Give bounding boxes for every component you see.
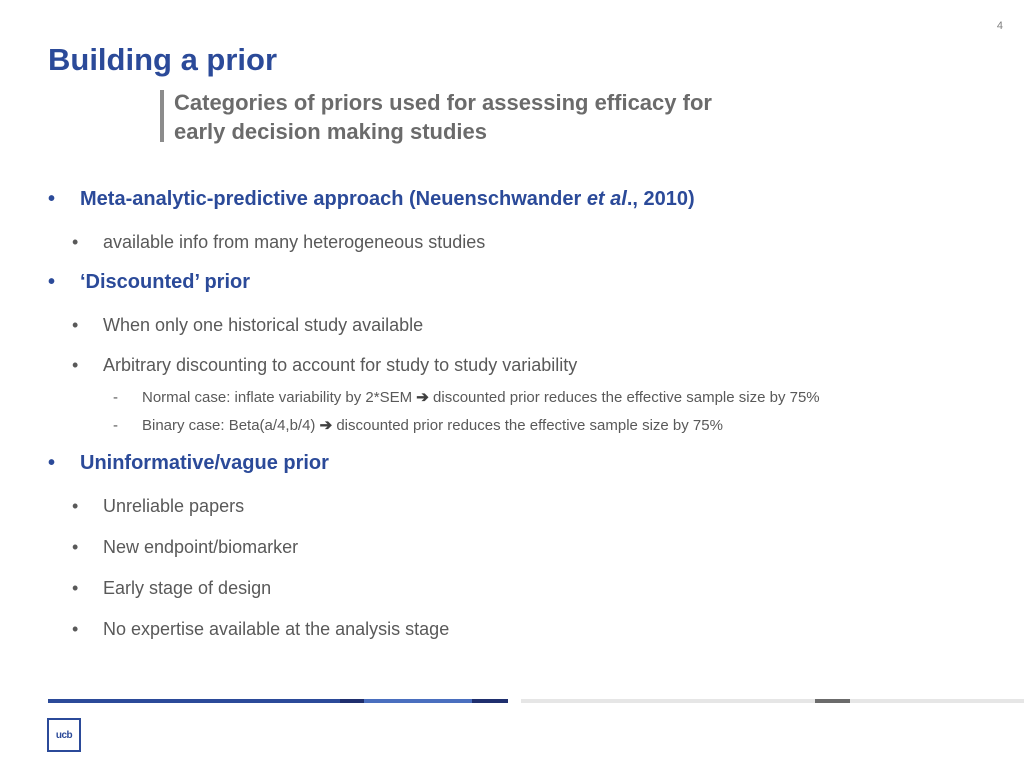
- bullet-available-info: [72, 232, 485, 253]
- bullet-new-endpoint: [72, 537, 298, 558]
- bullet-tail: discounted prior reduces the effective sample size by 75%: [332, 417, 723, 434]
- footer-segment-light-gray: [521, 699, 815, 703]
- bullet-tail: discounted prior reduces the effective sample size by 75%: [428, 389, 820, 406]
- footer-segment-navy: [340, 699, 364, 703]
- bullet-unreliable-papers: [72, 496, 244, 517]
- bullet-marker: •: [72, 355, 79, 375]
- bullet-text: Arbitrary discounting to account for study to study variability: [103, 355, 578, 375]
- bullet-text: Uninformative/vague prior: [80, 452, 329, 474]
- bullet-text: New endpoint/biomarker: [103, 537, 299, 557]
- footer-segment-mid-blue: [364, 699, 472, 703]
- bullet-marker: •: [72, 315, 79, 335]
- slide-title: Building a prior: [48, 42, 278, 77]
- bullet-text: Early stage of design: [103, 578, 272, 598]
- bullet-text: No expertise available at the analysis stage: [103, 619, 450, 639]
- logo-text: ucb: [55, 729, 73, 741]
- bullet-arbitrary-discounting: [72, 355, 577, 376]
- arrow-right-icon: ➔: [416, 389, 429, 406]
- bullet-one-historical-study: [72, 315, 423, 336]
- subtitle-bar: [160, 90, 164, 142]
- bullet-marker: •: [72, 496, 79, 516]
- bullet-marker: •: [72, 578, 79, 598]
- logo-inner: [49, 720, 79, 750]
- bullet-text: Normal case: inflate variability by 2*SEM: [142, 389, 417, 406]
- bullet-marker: •: [48, 452, 56, 474]
- bullet-text: Binary case: Beta(a/4,b/4): [142, 417, 320, 434]
- bullet-italic: et al: [586, 188, 627, 210]
- bullet-marker: •: [48, 188, 56, 210]
- bullet-text: ‘Discounted’ prior: [80, 271, 251, 293]
- bullet-marker: -: [113, 389, 118, 406]
- page-number: 4: [996, 20, 1003, 32]
- slide-subtitle: Categories of priors used for assessing efficacy for early decision making studies: [174, 90, 712, 144]
- footer-segment-light-gray-2: [850, 699, 1024, 703]
- footer-segment-blue: [48, 699, 340, 703]
- subtitle-block: [160, 88, 734, 146]
- bullet-marker: •: [72, 619, 79, 639]
- bullet-normal-case: [113, 388, 820, 406]
- bullet-uninformative-prior: [48, 452, 329, 475]
- bullet-meta-analytic: [48, 188, 695, 211]
- arrow-right-icon: ➔: [319, 417, 333, 434]
- bullet-early-stage: [72, 578, 271, 599]
- bullet-marker: •: [72, 537, 79, 557]
- bullet-text: When only one historical study available: [103, 315, 424, 335]
- bullet-discounted-prior: [48, 271, 250, 294]
- footer-segment-navy-2: [472, 699, 508, 703]
- bullet-text: Unreliable papers: [103, 496, 245, 516]
- bullet-text: available info from many heterogeneous studies: [103, 232, 486, 252]
- bullet-no-expertise: [72, 619, 449, 640]
- bullet-marker: •: [72, 232, 79, 252]
- bullet-binary-case: [113, 416, 723, 434]
- ucb-logo: [47, 718, 81, 752]
- bullet-marker: •: [48, 271, 56, 293]
- bullet-marker: -: [113, 417, 118, 434]
- bullet-text: Meta-analytic-predictive approach (Neuenschwander: [80, 188, 587, 210]
- footer-line: [48, 699, 1024, 703]
- bullet-tail: ., 2010): [626, 188, 695, 210]
- footer-segment-dark-gray: [815, 699, 850, 703]
